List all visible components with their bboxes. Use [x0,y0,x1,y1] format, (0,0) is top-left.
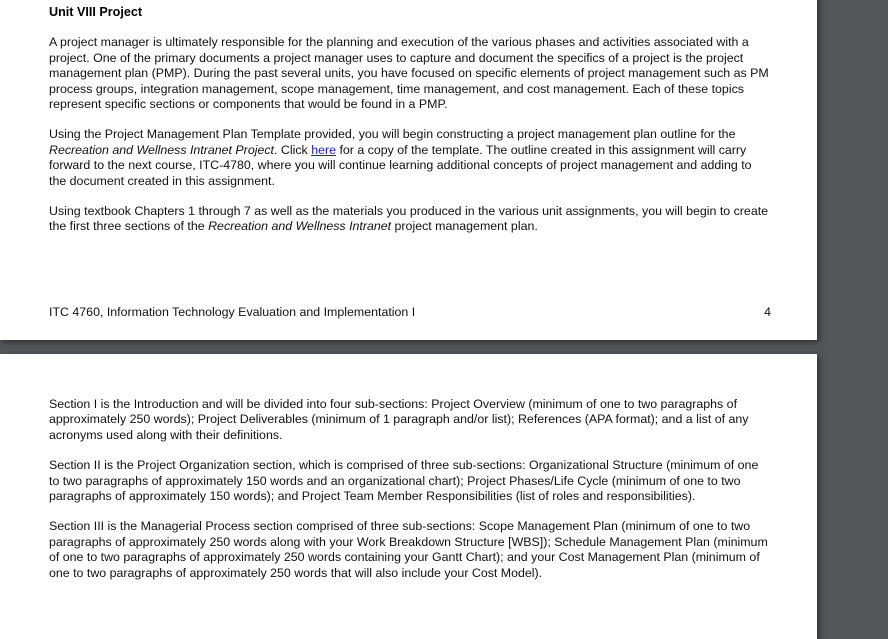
project-name-italic-2: Recreation and Wellness Intranet [208,219,392,234]
paragraph-template-text-3: for a copy of the template. The outline created in this assignment will carry forward to the next course, ITC-4780, where you will continue learning additional concepts of project management and adding to the document created in this assignment. [49,142,752,188]
page-4-content [49,5,771,250]
page-5 [0,354,817,639]
unit-heading: Unit VIII Project [49,5,143,19]
page-4 [0,0,817,340]
paragraph-chapters [49,204,771,235]
paragraph-chapters-text-1: Using textbook Chapters 1 through 7 as well as the materials you produced in the various unit assignments, you will begin to create the first three sections of the [49,204,769,234]
footer-course-title: ITC 4760, Information Technology Evaluation and Implementation I [49,305,416,319]
paragraph-intro: A project manager is ultimately responsible for the planning and execution of the various phases and activities associated with a project. One of the primary documents a project manager uses to capture and document the specifics of a project is the project management plan (PMP). During the past several units, you have focused on specific elements of project management such as PM process groups, integration management, scope management, time management, and cost management. Each of these topics represent specific sections or components that would be found in a PMP. [49,35,769,112]
paragraph-template-text-1: Using the Project Management Plan Template provided, you will begin constructing a project management plan outline for the [49,127,736,142]
project-name-italic: Recreation and Wellness Intranet Project [49,142,274,157]
paragraph-template-text-2: . Click [274,142,312,157]
paragraph-template [49,127,771,189]
paragraph-chapters-text-2: project management plan. [391,219,538,234]
paragraph-section-2: Section II is the Project Organization section, which is comprised of three sub-sections: Organizational Structure (minimum of one to two paragraphs of approximately 150 words and an organizational chart); Project Phases/Life Cycle (minimum of one to two paragraphs of approximately 150 words); and Project Team Member Responsibilities (list of roles and responsibilities). [49,458,759,504]
paragraph-section-3: Section III is the Managerial Process section comprised of three sub-sections: Scope Management Plan (minimum of one to two paragraphs of approximately 250 words along with your Work Breakdown Structure [WBS]); Schedule Management Plan (minimum of one to two paragraphs of approximately 250 words containing your Gantt Chart); and your Cost Management Plan (minimum of one to two paragraphs of approximately 250 words that will also include your Cost Model). [49,519,768,580]
template-link[interactable]: here [311,142,336,157]
page-5-content [49,397,771,596]
page-footer [49,305,771,320]
footer-page-number: 4 [764,305,771,319]
paragraph-section-1: Section I is the Introduction and will be divided into four sub-sections: Project Overview (minimum of one to two paragraphs of approximately 250 words); Project Deliverables (minimum of 1 paragraph and/or list); References (APA format); and a list of any acronyms used along with their definitions. [49,397,749,442]
